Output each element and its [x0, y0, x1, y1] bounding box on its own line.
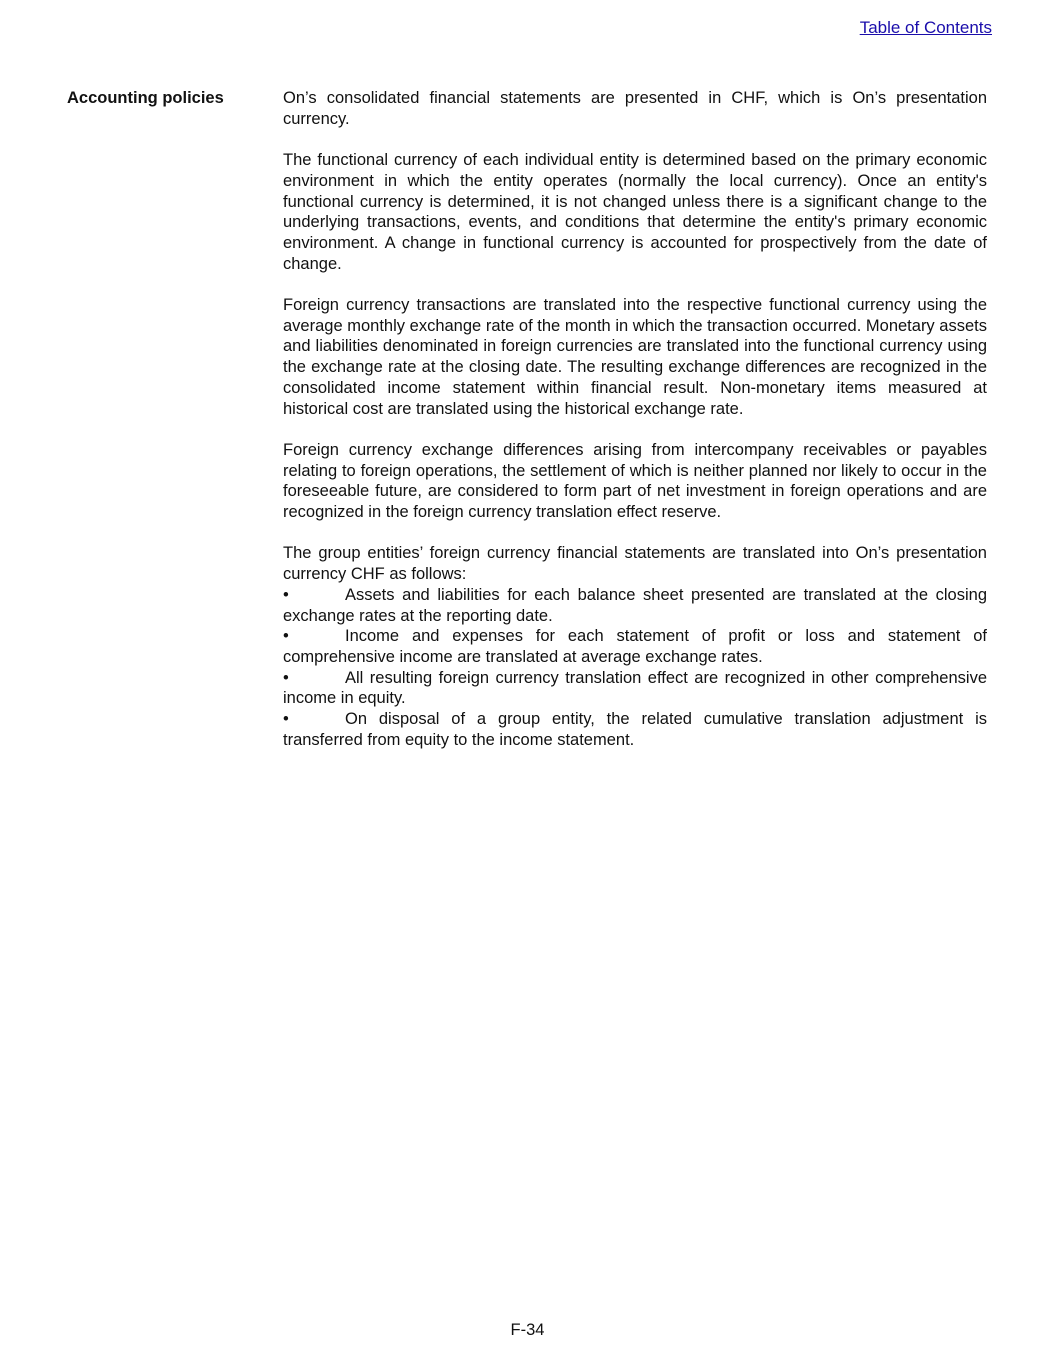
bullet-icon: •: [283, 585, 289, 604]
paragraph-exchange-differences: Foreign currency exchange differences arising from intercompany receivables or payables relating to foreign operations, the settlement of which is neither planned nor likely to occur in the foreseeable future, are considered to form part of net investment in foreign operations and are recognized in the foreign currency translation effect reserve.: [283, 440, 987, 522]
list-item: [283, 709, 987, 750]
section-heading: Accounting policies: [67, 89, 224, 107]
list-item-text: Income and expenses for each statement of profit or loss and statement of comprehensive income are translated at average exchange rates.: [283, 627, 987, 666]
list-item: [283, 626, 987, 667]
bullet-icon: •: [283, 668, 289, 687]
translation-list: [283, 543, 987, 750]
list-item-text: Assets and liabilities for each balance sheet presented are translated at the closing exchange rates at the reporting date.: [283, 585, 987, 625]
list-item-text: All resulting foreign currency translation effect are recognized in other comprehensive income in equity.: [283, 668, 987, 708]
section-body: [283, 88, 987, 750]
bullet-icon: •: [283, 710, 289, 729]
paragraph-presentation-currency: On’s consolidated financial statements are presented in CHF, which is On’s presentation currency.: [283, 89, 987, 128]
list-intro: The group entities’ foreign currency financial statements are translated into On’s presentation currency CHF as follows:: [283, 544, 987, 584]
paragraph-foreign-transactions: Foreign currency transactions are translated into the respective functional currency using the average monthly exchange rate of the month in which the transaction occurred. Monetary assets and liabilities denominated in foreign currencies are translated into the functional currency using the exchange rate at the closing date. The resulting exchange differences are recognized in the consolidated income statement within financial result. Non-monetary items measured at historical cost are translated using the historical exchange rate.: [283, 296, 987, 418]
list-item: [283, 585, 987, 626]
bullet-icon: •: [283, 627, 289, 646]
list-item: [283, 668, 987, 709]
paragraph-functional-currency: The functional currency of each individual entity is determined based on the primary economic environment in which the entity operates (normally the local currency). Once an entity's functional currency is determined, it is not changed unless there is a significant change to the underlying transactions, events, and conditions that determine the entity's primary economic environment. A change in functional currency is accounted for prospectively from the date of change.: [283, 151, 987, 273]
page-number: F-34: [510, 1321, 545, 1339]
table-of-contents-link[interactable]: Table of Contents: [859, 18, 992, 37]
list-item-text: On disposal of a group entity, the related cumulative translation adjustment is transferred from equity to the income statement.: [283, 710, 987, 749]
